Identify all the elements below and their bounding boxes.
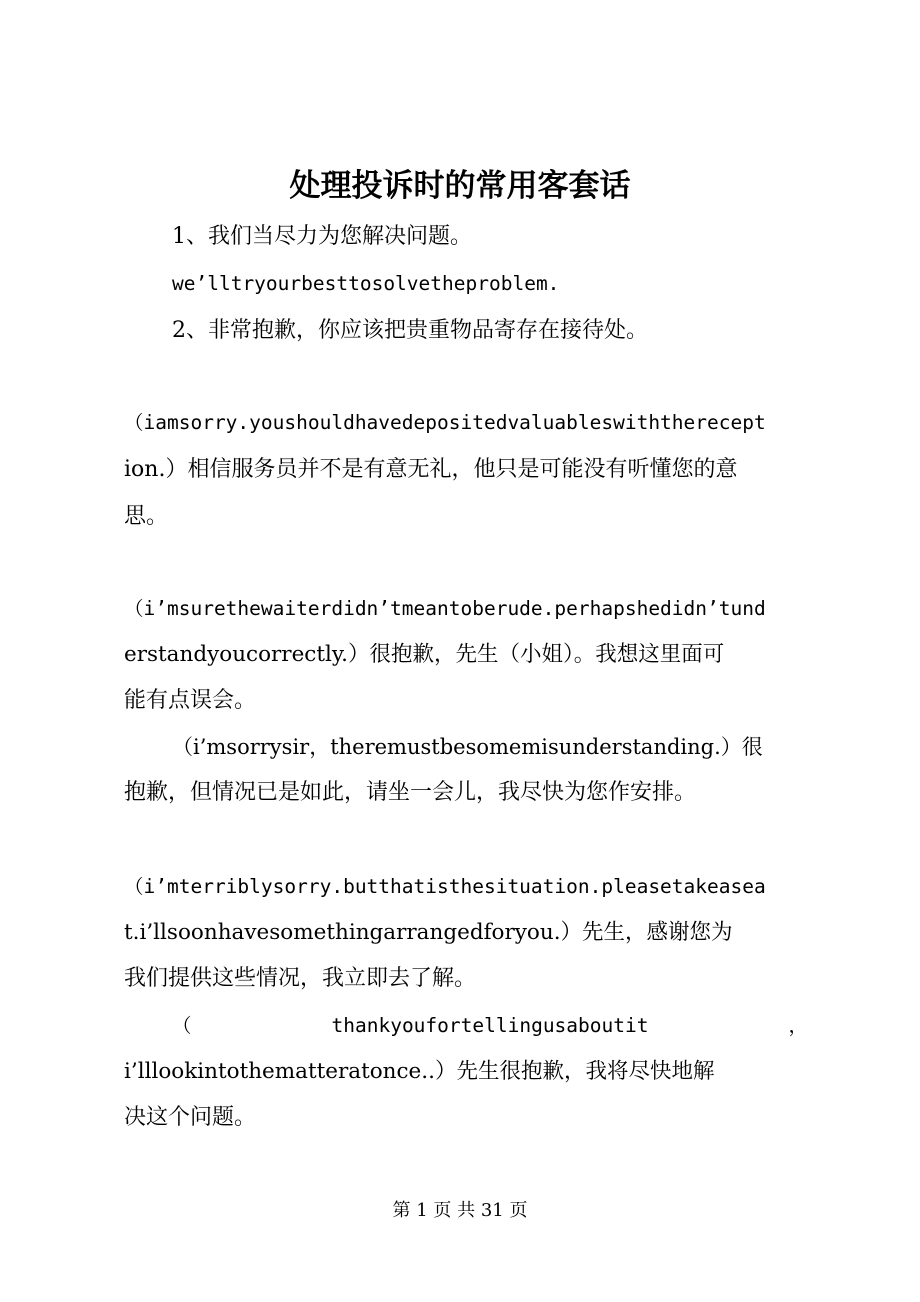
paragraph-line: t.i’llsoonhavesomethingarrangedforyou.）先生，感谢您为: [124, 920, 733, 945]
paragraph-line: 2、非常抱歉，你应该把贵重物品寄存在接待处。: [172, 318, 648, 343]
justified-paragraph-line: [172, 1011, 808, 1041]
paragraph-line: 抱歉，但情况已是如此，请坐一会儿，我尽快为您作安排。: [124, 780, 697, 805]
paragraph-line: 决这个问题。: [124, 1105, 257, 1130]
open-paren: （: [172, 1014, 192, 1037]
paragraph-line: ion.）相信服务员并不是有意无礼，他只是可能没有听懂您的意: [124, 457, 738, 482]
paragraph-line: （i’mterriblysorry.butthatisthesituation.pleasetakeasea: [124, 875, 766, 898]
paragraph-line: 思。: [124, 504, 169, 529]
paragraph-line: we’lltryourbesttosolvetheproblem.: [172, 272, 560, 295]
paragraph-line: （i’msurethewaiterdidn’tmeantoberude.perhapshedidn’tund: [124, 597, 766, 620]
phrase-text: thankyoufortellingusaboutit: [331, 1014, 649, 1037]
paragraph-line: erstandyoucorrectly.）很抱歉，先生（小姐）。我想这里面可: [124, 642, 725, 667]
paragraph-line: i’lllookintothematteratonce..）先生很抱歉，我将尽快地解: [124, 1059, 715, 1084]
paragraph-line: （i’msorrysir，theremustbesomemisunderstanding.）很: [172, 735, 763, 759]
document-title: 处理投诉时的常用客套话: [289, 168, 631, 204]
paragraph-line: 能有点误会。: [124, 688, 257, 713]
paragraph-line: 1、我们当尽力为您解决问题。: [172, 224, 472, 249]
paragraph-line: 我们提供这些情况，我立即去了解。: [124, 966, 477, 991]
paragraph-line: （iamsorry.youshouldhavedepositedvaluableswiththerecept: [124, 411, 766, 434]
page-number: 第 1 页 共 31 页: [392, 1200, 528, 1221]
comma: ，: [788, 1014, 808, 1037]
